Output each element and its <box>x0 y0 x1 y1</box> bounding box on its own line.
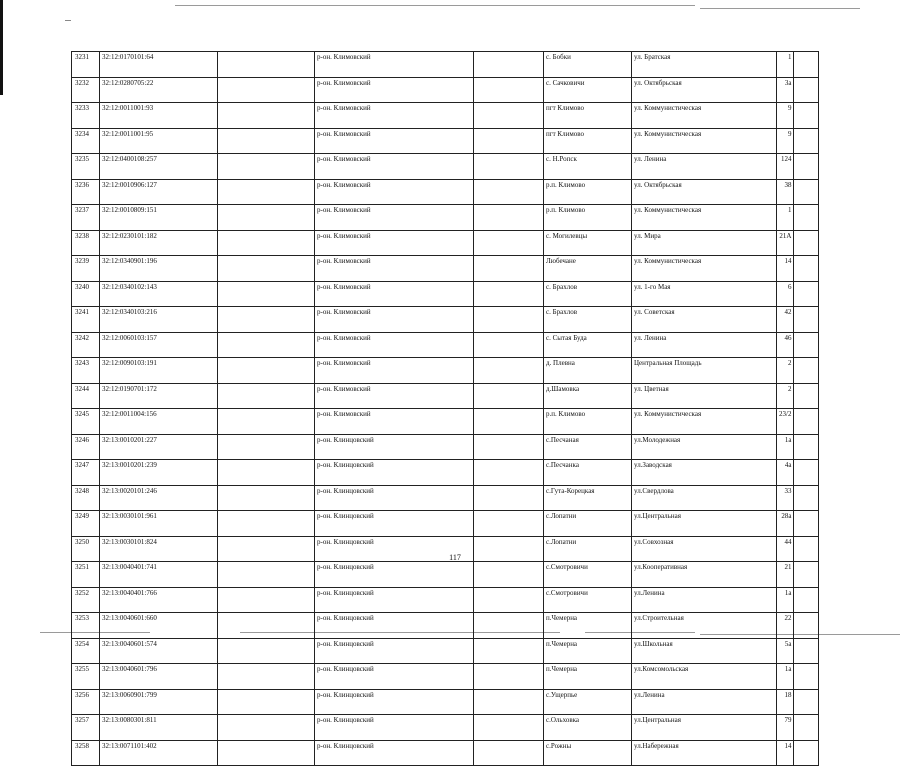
row-number-cell: 3251 <box>72 562 100 588</box>
district-cell: р-он. Климовский <box>315 52 474 78</box>
settlement-cell: с.Ущерпье <box>544 689 632 715</box>
district-cell: р-он. Клинцовский <box>315 485 474 511</box>
empty-cell <box>474 689 544 715</box>
street-cell: ул. 1-го Мая <box>632 281 777 307</box>
street-cell: ул.Ленина <box>632 587 777 613</box>
empty-cell <box>218 562 315 588</box>
row-number-cell: 3238 <box>72 230 100 256</box>
empty-cell <box>474 485 544 511</box>
empty-cell <box>474 77 544 103</box>
empty-cell <box>218 383 315 409</box>
empty-cell <box>794 536 819 562</box>
row-number-cell: 3233 <box>72 103 100 129</box>
row-number-cell: 3245 <box>72 409 100 435</box>
table-row <box>72 613 819 639</box>
street-cell: ул. Ленина <box>632 154 777 180</box>
house-number-cell: 21 <box>777 562 794 588</box>
table-row <box>72 103 819 129</box>
table-row <box>72 128 819 154</box>
house-number-cell: 28а <box>777 511 794 537</box>
house-number-cell: 79 <box>777 715 794 741</box>
empty-cell <box>474 638 544 664</box>
empty-cell <box>218 460 315 486</box>
district-cell: р-он. Климовский <box>315 128 474 154</box>
empty-cell <box>794 230 819 256</box>
house-number-cell: 38 <box>777 179 794 205</box>
empty-cell <box>218 715 315 741</box>
row-number-cell: 3247 <box>72 460 100 486</box>
empty-cell <box>794 562 819 588</box>
house-number-cell: 5а <box>777 638 794 664</box>
row-number-cell: 3250 <box>72 536 100 562</box>
empty-cell <box>794 307 819 333</box>
cadastral-number-cell: 32:13:0040601:574 <box>100 638 218 664</box>
empty-cell <box>218 307 315 333</box>
street-cell: ул. Коммунистическая <box>632 103 777 129</box>
house-number-cell: 21А <box>777 230 794 256</box>
empty-cell <box>794 256 819 282</box>
district-cell: р-он. Климовский <box>315 358 474 384</box>
street-cell: ул. Октябрьская <box>632 179 777 205</box>
row-number-cell: 3248 <box>72 485 100 511</box>
row-number-cell: 3240 <box>72 281 100 307</box>
cadastral-number-cell: 32:12:0190701:172 <box>100 383 218 409</box>
page-number: 117 <box>449 553 461 562</box>
cadastral-number-cell: 32:12:0340102:143 <box>100 281 218 307</box>
empty-cell <box>474 562 544 588</box>
house-number-cell: 22 <box>777 613 794 639</box>
cadastral-number-cell: 32:13:0010201:239 <box>100 460 218 486</box>
empty-cell <box>218 409 315 435</box>
street-cell: ул. Советская <box>632 307 777 333</box>
empty-cell <box>794 460 819 486</box>
empty-cell <box>218 511 315 537</box>
empty-cell <box>474 128 544 154</box>
house-number-cell: 33 <box>777 485 794 511</box>
district-cell: р-он. Климовский <box>315 103 474 129</box>
cadastral-number-cell: 32:12:0230101:182 <box>100 230 218 256</box>
house-number-cell: 1а <box>777 664 794 690</box>
district-cell: р-он. Климовский <box>315 332 474 358</box>
district-cell: р-он. Клинцовский <box>315 689 474 715</box>
settlement-cell: с.Песчанка <box>544 460 632 486</box>
cadastral-number-cell: 32:13:0020101:246 <box>100 485 218 511</box>
empty-cell <box>794 613 819 639</box>
district-cell: р-он. Климовский <box>315 307 474 333</box>
district-cell: р-он. Клинцовский <box>315 638 474 664</box>
row-number-cell: 3257 <box>72 715 100 741</box>
row-number-cell: 3243 <box>72 358 100 384</box>
row-number-cell: 3242 <box>72 332 100 358</box>
table-row <box>72 205 819 231</box>
cadastral-number-cell: 32:13:0010201:227 <box>100 434 218 460</box>
cadastral-number-cell: 32:13:0080301:811 <box>100 715 218 741</box>
settlement-cell: п.Чемерна <box>544 638 632 664</box>
settlement-cell: с.Смотровичи <box>544 562 632 588</box>
cadastral-number-cell: 32:13:0040601:796 <box>100 664 218 690</box>
district-cell: р-он. Климовский <box>315 256 474 282</box>
empty-cell <box>218 281 315 307</box>
empty-cell <box>218 52 315 78</box>
empty-cell <box>794 205 819 231</box>
cadastral-number-cell: 32:12:0280705:22 <box>100 77 218 103</box>
row-number-cell: 3255 <box>72 664 100 690</box>
cadastral-number-cell: 32:13:0040401:766 <box>100 587 218 613</box>
empty-cell <box>474 715 544 741</box>
row-number-cell: 3249 <box>72 511 100 537</box>
settlement-cell: пгт Климово <box>544 103 632 129</box>
empty-cell <box>218 613 315 639</box>
empty-cell <box>474 332 544 358</box>
empty-cell <box>474 358 544 384</box>
row-number-cell: 3234 <box>72 128 100 154</box>
empty-cell <box>474 205 544 231</box>
cadastral-number-cell: 32:12:0340103:216 <box>100 307 218 333</box>
street-cell: ул.Комсомольская <box>632 664 777 690</box>
table-row <box>72 383 819 409</box>
table-row <box>72 485 819 511</box>
settlement-cell: с. Н.Ропск <box>544 154 632 180</box>
table-row <box>72 460 819 486</box>
district-cell: р-он. Клинцовский <box>315 613 474 639</box>
street-cell: ул. Коммунистическая <box>632 256 777 282</box>
empty-cell <box>794 383 819 409</box>
row-number-cell: 3241 <box>72 307 100 333</box>
empty-cell <box>794 179 819 205</box>
empty-cell <box>794 332 819 358</box>
empty-cell <box>218 128 315 154</box>
cadastral-number-cell: 32:12:0060103:157 <box>100 332 218 358</box>
district-cell: р-он. Клинцовский <box>315 434 474 460</box>
cadastral-number-cell: 32:12:0090103:191 <box>100 358 218 384</box>
empty-cell <box>218 434 315 460</box>
empty-cell <box>794 587 819 613</box>
settlement-cell: с. Брахлов <box>544 281 632 307</box>
table-row <box>72 740 819 766</box>
settlement-cell: с.Песчаная <box>544 434 632 460</box>
empty-cell <box>218 332 315 358</box>
empty-cell <box>474 460 544 486</box>
house-number-cell: 9 <box>777 103 794 129</box>
street-cell: ул. Коммунистическая <box>632 128 777 154</box>
cadastral-number-cell: 32:13:0040401:741 <box>100 562 218 588</box>
cadastral-number-cell: 32:13:0030101:824 <box>100 536 218 562</box>
cadastral-number-cell: 32:12:0400108:257 <box>100 154 218 180</box>
settlement-cell: пгт Климово <box>544 128 632 154</box>
empty-cell <box>218 485 315 511</box>
table-row <box>72 511 819 537</box>
settlement-cell: р.п. Климово <box>544 205 632 231</box>
house-number-cell: 46 <box>777 332 794 358</box>
row-number-cell: 3254 <box>72 638 100 664</box>
empty-cell <box>794 52 819 78</box>
settlement-cell: с. Брахлов <box>544 307 632 333</box>
settlement-cell: с.Рожны <box>544 740 632 766</box>
empty-cell <box>474 511 544 537</box>
empty-cell <box>474 740 544 766</box>
street-cell: ул. Октябрьская <box>632 77 777 103</box>
district-cell: р-он. Климовский <box>315 179 474 205</box>
house-number-cell: 42 <box>777 307 794 333</box>
empty-cell <box>218 205 315 231</box>
street-cell: ул. Братская <box>632 52 777 78</box>
street-cell: ул.Школьная <box>632 638 777 664</box>
house-number-cell: 18 <box>777 689 794 715</box>
empty-cell <box>474 281 544 307</box>
empty-cell <box>474 434 544 460</box>
street-cell: ул.Кооперативная <box>632 562 777 588</box>
street-cell: ул.Центральная <box>632 511 777 537</box>
table-row <box>72 154 819 180</box>
empty-cell <box>218 77 315 103</box>
settlement-cell: с.Смотровичи <box>544 587 632 613</box>
house-number-cell: 14 <box>777 256 794 282</box>
street-cell: ул.Совхозная <box>632 536 777 562</box>
cadastral-number-cell: 32:13:0040601:660 <box>100 613 218 639</box>
empty-cell <box>218 587 315 613</box>
empty-cell <box>794 409 819 435</box>
cadastral-number-cell: 32:12:0011001:95 <box>100 128 218 154</box>
settlement-cell: п.Чемерна <box>544 613 632 639</box>
cadastral-number-cell: 32:12:0010809:151 <box>100 205 218 231</box>
empty-cell <box>218 179 315 205</box>
empty-cell <box>218 103 315 129</box>
table-row <box>72 562 819 588</box>
settlement-cell: с.Ольховка <box>544 715 632 741</box>
district-cell: р-он. Климовский <box>315 281 474 307</box>
table-row <box>72 587 819 613</box>
house-number-cell: 44 <box>777 536 794 562</box>
empty-cell <box>474 409 544 435</box>
district-cell: р-он. Клинцовский <box>315 715 474 741</box>
street-cell: ул.Центральная <box>632 715 777 741</box>
house-number-cell: 14 <box>777 740 794 766</box>
row-number-cell: 3237 <box>72 205 100 231</box>
settlement-cell: с. Сачковичи <box>544 77 632 103</box>
table-row <box>72 281 819 307</box>
house-number-cell: 6 <box>777 281 794 307</box>
settlement-cell: д. Плевна <box>544 358 632 384</box>
row-number-cell: 3256 <box>72 689 100 715</box>
empty-cell <box>474 179 544 205</box>
street-cell: ул.Молодежная <box>632 434 777 460</box>
empty-cell <box>794 358 819 384</box>
empty-cell <box>474 307 544 333</box>
table-row <box>72 689 819 715</box>
street-cell: Центральная Площадь <box>632 358 777 384</box>
settlement-cell: п.Чемерна <box>544 664 632 690</box>
table-row <box>72 256 819 282</box>
empty-cell <box>794 715 819 741</box>
row-number-cell: 3236 <box>72 179 100 205</box>
settlement-cell: Любечане <box>544 256 632 282</box>
row-number-cell: 3239 <box>72 256 100 282</box>
table-row <box>72 230 819 256</box>
row-number-cell: 3253 <box>72 613 100 639</box>
table-row <box>72 307 819 333</box>
district-cell: р-он. Клинцовский <box>315 460 474 486</box>
street-cell: ул. Коммунистическая <box>632 409 777 435</box>
house-number-cell: 3а <box>777 77 794 103</box>
table-row <box>72 715 819 741</box>
district-cell: р-он. Климовский <box>315 230 474 256</box>
row-number-cell: 3246 <box>72 434 100 460</box>
house-number-cell: 23/2 <box>777 409 794 435</box>
empty-cell <box>218 230 315 256</box>
street-cell: ул. Коммунистическая <box>632 205 777 231</box>
scan-edge-mark <box>0 0 3 95</box>
table-row <box>72 409 819 435</box>
empty-cell <box>218 638 315 664</box>
row-number-cell: 3232 <box>72 77 100 103</box>
empty-cell <box>218 740 315 766</box>
row-number-cell: 3258 <box>72 740 100 766</box>
district-cell: р-он. Клинцовский <box>315 562 474 588</box>
scan-top-line <box>700 8 860 9</box>
street-cell: ул.Свердлова <box>632 485 777 511</box>
cadastral-number-cell: 32:13:0071101:402 <box>100 740 218 766</box>
row-number-cell: 3252 <box>72 587 100 613</box>
settlement-cell: с.Лопатни <box>544 536 632 562</box>
settlement-cell: с. Могилевцы <box>544 230 632 256</box>
cadastral-number-cell: 32:12:0011004:156 <box>100 409 218 435</box>
cadastral-number-cell: 32:12:0010906:127 <box>100 179 218 205</box>
house-number-cell: 1а <box>777 434 794 460</box>
district-cell: р-он. Климовский <box>315 383 474 409</box>
district-cell: р-он. Климовский <box>315 77 474 103</box>
settlement-cell: с.Лопатни <box>544 511 632 537</box>
empty-cell <box>218 358 315 384</box>
property-table <box>71 51 819 766</box>
house-number-cell: 1 <box>777 52 794 78</box>
table-row <box>72 664 819 690</box>
house-number-cell: 124 <box>777 154 794 180</box>
table-row <box>72 332 819 358</box>
street-cell: ул.Строительная <box>632 613 777 639</box>
street-cell: ул.Ленина <box>632 689 777 715</box>
empty-cell <box>218 664 315 690</box>
empty-cell <box>474 536 544 562</box>
settlement-cell: д.Шамовка <box>544 383 632 409</box>
cadastral-number-cell: 32:12:0011001:93 <box>100 103 218 129</box>
empty-cell <box>218 256 315 282</box>
district-cell: р-он. Клинцовский <box>315 587 474 613</box>
house-number-cell: 1а <box>777 587 794 613</box>
empty-cell <box>474 613 544 639</box>
street-cell: ул.Набережная <box>632 740 777 766</box>
empty-cell <box>474 256 544 282</box>
empty-cell <box>794 103 819 129</box>
empty-cell <box>218 689 315 715</box>
empty-cell <box>218 154 315 180</box>
street-cell: ул. Мира <box>632 230 777 256</box>
house-number-cell: 2 <box>777 358 794 384</box>
empty-cell <box>794 281 819 307</box>
empty-cell <box>474 587 544 613</box>
empty-cell <box>218 536 315 562</box>
street-cell: ул. Цветная <box>632 383 777 409</box>
empty-cell <box>794 77 819 103</box>
district-cell: р-он. Клинцовский <box>315 536 474 562</box>
empty-cell <box>794 638 819 664</box>
district-cell: р-он. Климовский <box>315 205 474 231</box>
district-cell: р-он. Климовский <box>315 154 474 180</box>
district-cell: р-он. Клинцовский <box>315 511 474 537</box>
scan-top-line <box>175 5 695 6</box>
cadastral-number-cell: 32:12:0340901:196 <box>100 256 218 282</box>
empty-cell <box>474 383 544 409</box>
table-row <box>72 52 819 78</box>
settlement-cell: с. Сытая Буда <box>544 332 632 358</box>
house-number-cell: 9 <box>777 128 794 154</box>
empty-cell <box>474 154 544 180</box>
street-cell: ул.Заводская <box>632 460 777 486</box>
row-number-cell: 3235 <box>72 154 100 180</box>
scan-dash <box>65 20 71 21</box>
empty-cell <box>794 485 819 511</box>
district-cell: р-он. Климовский <box>315 409 474 435</box>
empty-cell <box>794 511 819 537</box>
empty-cell <box>474 52 544 78</box>
settlement-cell: с. Бобки <box>544 52 632 78</box>
cadastral-number-cell: 32:13:0030101:961 <box>100 511 218 537</box>
property-table-body <box>72 52 819 766</box>
house-number-cell: 1 <box>777 205 794 231</box>
empty-cell <box>794 434 819 460</box>
house-number-cell: 4а <box>777 460 794 486</box>
empty-cell <box>474 664 544 690</box>
empty-cell <box>794 740 819 766</box>
empty-cell <box>794 664 819 690</box>
settlement-cell: р.п. Климово <box>544 409 632 435</box>
cadastral-number-cell: 32:12:0170101:64 <box>100 52 218 78</box>
table-row <box>72 434 819 460</box>
row-number-cell: 3231 <box>72 52 100 78</box>
street-cell: ул. Ленина <box>632 332 777 358</box>
empty-cell <box>794 154 819 180</box>
district-cell: р-он. Клинцовский <box>315 664 474 690</box>
table-row <box>72 358 819 384</box>
table-row <box>72 77 819 103</box>
table-row <box>72 179 819 205</box>
house-number-cell: 2 <box>777 383 794 409</box>
settlement-cell: р.п. Климово <box>544 179 632 205</box>
empty-cell <box>474 230 544 256</box>
empty-cell <box>474 103 544 129</box>
settlement-cell: с.Гута-Корецкая <box>544 485 632 511</box>
row-number-cell: 3244 <box>72 383 100 409</box>
district-cell: р-он. Клинцовский <box>315 740 474 766</box>
empty-cell <box>794 128 819 154</box>
table-row <box>72 638 819 664</box>
cadastral-number-cell: 32:13:0060901:799 <box>100 689 218 715</box>
empty-cell <box>794 689 819 715</box>
